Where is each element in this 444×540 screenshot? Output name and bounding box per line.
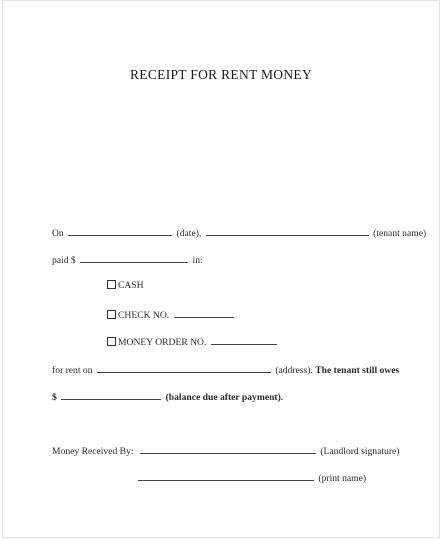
tenant-name-label: (tenant name) xyxy=(373,228,427,239)
paid-label: paid $ xyxy=(52,255,76,266)
money-order-checkbox[interactable] xyxy=(107,337,116,346)
check-option xyxy=(107,308,236,321)
print-name-blank[interactable] xyxy=(138,471,314,481)
address-line xyxy=(52,363,399,376)
balance-blank[interactable] xyxy=(61,390,161,400)
balance-label: (balance due after payment). xyxy=(165,392,284,403)
date-label: (date), xyxy=(176,228,202,239)
money-order-option xyxy=(107,335,279,348)
paid-line xyxy=(52,253,203,266)
in-label: in: xyxy=(192,255,203,266)
tenant-owes-label: The tenant still owes xyxy=(315,365,400,376)
receipt-page xyxy=(2,0,440,538)
landlord-signature-blank[interactable] xyxy=(140,444,316,454)
date-blank[interactable] xyxy=(68,226,172,236)
cash-checkbox[interactable] xyxy=(107,280,116,289)
check-checkbox[interactable] xyxy=(107,310,116,319)
print-name-label: (print name) xyxy=(318,473,367,484)
dollar-label: $ xyxy=(52,392,57,403)
landlord-signature-label: (Landlord signature) xyxy=(320,446,400,457)
for-rent-on-label: for rent on xyxy=(52,365,93,376)
check-number-blank[interactable] xyxy=(174,308,234,318)
signature-line xyxy=(52,444,399,457)
cash-label: CASH xyxy=(118,280,144,291)
money-order-label: MONEY ORDER NO. xyxy=(118,337,207,348)
money-received-label: Money Received By: xyxy=(52,446,134,457)
amount-blank[interactable] xyxy=(80,253,188,263)
date-tenant-line xyxy=(52,226,426,239)
print-name-line xyxy=(136,471,366,484)
tenant-name-blank[interactable] xyxy=(206,226,369,236)
on-label: On xyxy=(52,228,64,239)
cash-option xyxy=(107,280,144,291)
address-blank[interactable] xyxy=(97,363,271,373)
check-label: CHECK NO. xyxy=(118,310,170,321)
document-title: RECEIPT FOR RENT MONEY xyxy=(130,67,312,82)
balance-line xyxy=(52,390,283,403)
address-label: (address). xyxy=(275,365,313,376)
money-order-number-blank[interactable] xyxy=(211,335,277,345)
